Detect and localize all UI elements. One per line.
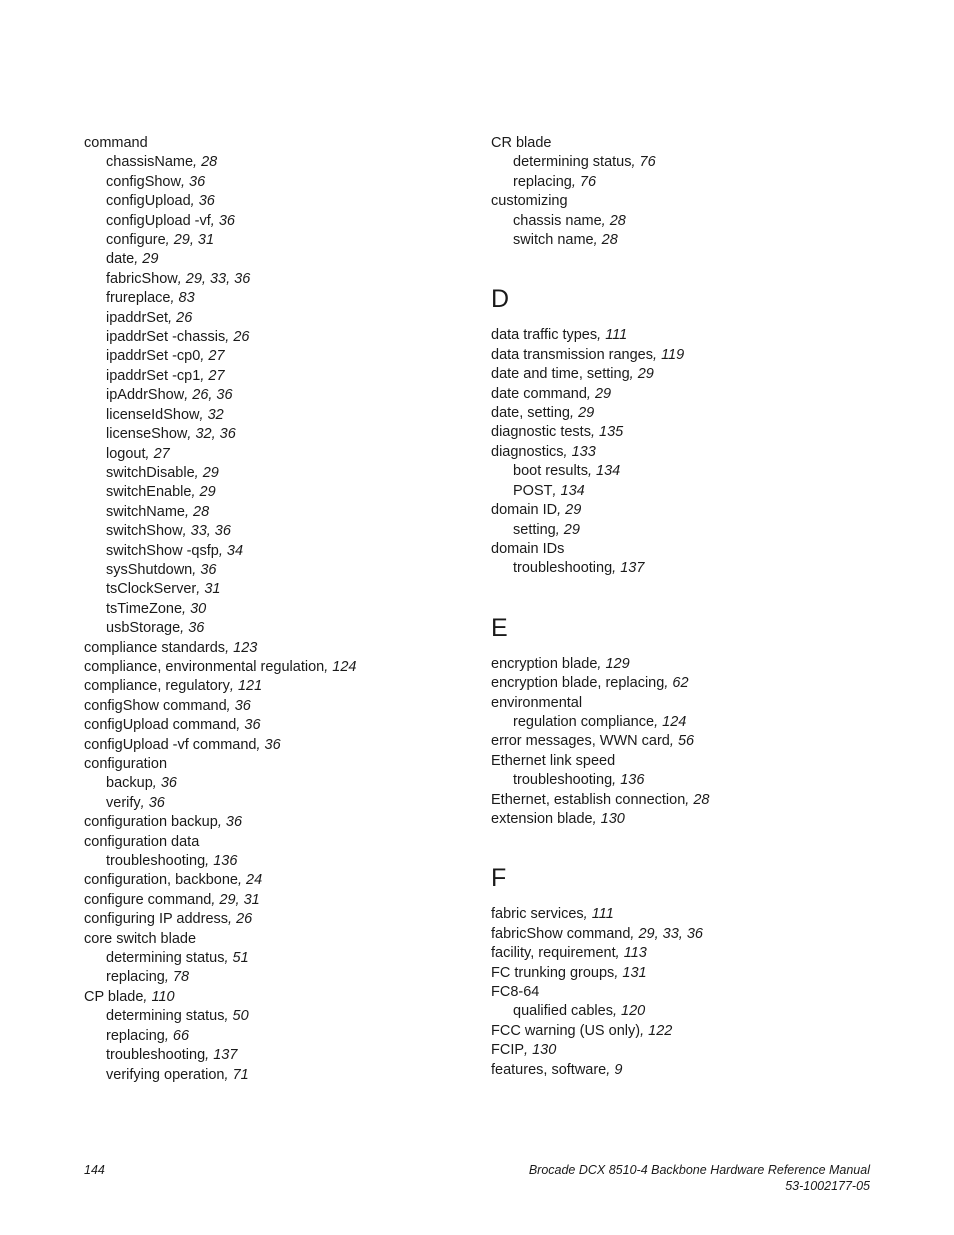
index-term: configUpload: [106, 193, 191, 210]
index-term: compliance standards: [84, 639, 226, 656]
index-entry: diagnostic tests, 135: [491, 424, 624, 441]
index-page-ref[interactable]: 134: [560, 482, 585, 499]
index-page-ref[interactable]: 34: [226, 542, 244, 559]
index-page-ref[interactable]: 133: [571, 443, 596, 460]
index-entry: facility, requirement, 113: [491, 945, 647, 962]
index-term: switchDisable: [106, 464, 195, 481]
index-page-ref[interactable]: 36: [218, 212, 235, 229]
index-page-ref[interactable]: 33, 36: [190, 523, 231, 540]
index-subentry: POST, 134: [513, 482, 585, 499]
index-entry: configUpload command, 36: [84, 717, 261, 734]
index-subentry: switchDisable, 29: [106, 464, 219, 481]
index-term: core switch blade: [84, 930, 197, 947]
index-subentry: determining status, 51: [106, 950, 249, 967]
index-subentry: configUpload -vf, 36: [106, 212, 235, 229]
index-term: tsClockServer: [106, 581, 197, 598]
index-term: sysShutdown: [106, 561, 193, 578]
index-subentry: determining status, 76: [513, 154, 656, 171]
index-page-ref[interactable]: 24: [246, 872, 263, 889]
index-entry: data transmission ranges, 119: [491, 346, 685, 363]
index-term: features, software: [491, 1061, 607, 1078]
index-subentry: boot results, 134: [513, 463, 621, 480]
index-term: troubleshooting: [513, 560, 613, 577]
index-term: ipaddrSet -cp0: [106, 348, 201, 365]
index-term: configUpload command: [84, 717, 237, 734]
index-page-ref[interactable]: 120: [621, 1003, 646, 1020]
index-entry: data traffic types, 111: [491, 327, 628, 344]
index-term: ipaddrSet -cp1: [106, 367, 201, 384]
index-page-ref[interactable]: 131: [622, 964, 647, 981]
index-subentry: frureplace, 83: [106, 290, 195, 307]
index-subentry: replacing, 76: [513, 173, 597, 190]
index-page-ref[interactable]: 27: [208, 348, 225, 365]
index-subentry: licenseIdShow, 32: [106, 406, 224, 423]
index-term: configure command: [84, 891, 212, 908]
index-page-ref[interactable]: 26: [236, 911, 253, 928]
index-subentry: regulation compliance, 124: [513, 713, 687, 730]
index-term: switchShow: [106, 523, 183, 540]
index-term: switchEnable: [106, 484, 192, 501]
index-page-ref[interactable]: 29: [637, 366, 654, 383]
index-page-ref[interactable]: 29, 33, 36: [638, 925, 703, 942]
index-entry: configShow command, 36: [84, 697, 251, 714]
index-term: chassis name: [513, 212, 602, 229]
index-subentry: troubleshooting, 136: [106, 853, 238, 870]
index-subentry: configShow, 36: [106, 173, 206, 190]
index-entry: [491, 694, 891, 713]
index-section-letter: E: [491, 613, 508, 642]
index-page-ref[interactable]: 32, 36: [195, 426, 236, 443]
index-subentry: switchShow, 33, 36: [106, 523, 231, 540]
index-term: diagnostic tests: [491, 424, 591, 441]
index-page-ref[interactable]: 26: [176, 309, 193, 326]
index-entry: configuration, backbone, 24: [84, 872, 263, 889]
index-page-ref[interactable]: 130: [600, 810, 625, 827]
index-term: extension blade: [491, 810, 593, 827]
index-page-ref[interactable]: 124: [662, 713, 687, 730]
index-page-ref[interactable]: 29, 33, 36: [185, 270, 251, 287]
index-page-ref[interactable]: 36: [264, 736, 281, 753]
index-entry: configuring IP address, 26: [84, 911, 253, 928]
index-term: configuring IP address: [84, 911, 229, 928]
index-term: environmental: [491, 694, 583, 711]
index-entry: domain ID, 29: [491, 502, 582, 519]
index-page-ref[interactable]: 29: [199, 484, 216, 501]
index-page-ref[interactable]: 36: [244, 717, 261, 734]
index-term: troubleshooting: [106, 853, 206, 870]
index-page-ref[interactable]: 9: [614, 1061, 623, 1078]
index-page-ref[interactable]: 31: [204, 581, 221, 598]
index-entry: fabric services, 111: [491, 906, 614, 923]
index-term: FC trunking groups: [491, 964, 615, 981]
index-subentry: licenseShow, 32, 36: [106, 426, 236, 443]
index-page-ref[interactable]: 36: [198, 193, 215, 210]
index-entry: FCC warning (US only), 122: [491, 1022, 673, 1039]
index-term: command: [84, 135, 148, 151]
index-subentry: determining status, 50: [106, 1008, 249, 1025]
index-page-ref[interactable]: 29, 31: [173, 232, 215, 249]
index-term: date and time, setting: [491, 366, 630, 383]
index-subentry: verify, 36: [106, 794, 165, 811]
index-entry: compliance, environmental regulation, 124: [84, 658, 357, 675]
index-subentry: ipaddrSet -chassis, 26: [106, 329, 250, 346]
index-page-ref[interactable]: 121: [237, 678, 263, 695]
index-term: date, setting: [491, 405, 570, 422]
index-subentry: backup, 36: [106, 775, 177, 792]
index-page-ref[interactable]: 137: [620, 560, 645, 577]
index-term: troubleshooting: [513, 772, 613, 789]
index-subentry: sysShutdown, 36: [106, 561, 217, 578]
index-entry: [491, 983, 891, 1002]
index-page-ref[interactable]: 110: [151, 988, 175, 1005]
index-entry: compliance, regulatory, 121: [84, 678, 263, 695]
index-page-ref[interactable]: 28: [601, 232, 618, 249]
index-term: replacing: [513, 173, 572, 190]
index-page-ref[interactable]: 28: [201, 154, 218, 171]
footer-manual-info: [529, 1162, 870, 1194]
index-term: ipaddrSet: [106, 309, 169, 326]
index-subentry: configure, 29, 31: [106, 232, 215, 249]
index-page-ref[interactable]: 137: [213, 1047, 238, 1064]
index-term: Ethernet link speed: [491, 752, 616, 769]
index-page-ref[interactable]: 76: [579, 173, 597, 190]
index-term: determining status: [513, 154, 632, 171]
index-term: FCIP: [491, 1042, 525, 1059]
index-term: fabric services: [491, 906, 584, 923]
index-term: switchName: [106, 503, 185, 520]
index-term: FCC warning (US only): [491, 1022, 641, 1039]
index-term: domain ID: [491, 502, 558, 519]
index-entry: encryption blade, replacing, 62: [491, 675, 689, 692]
index-subentry: logout, 27: [106, 445, 170, 462]
index-term: compliance, regulatory: [84, 678, 230, 695]
index-page-ref[interactable]: 124: [332, 658, 357, 675]
index-page-ref[interactable]: 27: [153, 445, 170, 462]
index-term: licenseShow: [106, 426, 188, 443]
index-subentry: setting, 29: [513, 521, 580, 538]
index-page-ref[interactable]: 27: [208, 367, 225, 384]
index-page-ref[interactable]: 26: [233, 329, 250, 346]
index-subentry: chassisName, 28: [106, 154, 218, 171]
index-term: data traffic types: [491, 327, 598, 344]
index-term: encryption blade, replacing: [491, 675, 665, 692]
index-subentry: troubleshooting, 137: [513, 560, 645, 577]
index-page-ref[interactable]: 123: [233, 639, 258, 656]
index-subentry: configUpload, 36: [106, 193, 215, 210]
page-number: 144: [84, 1163, 105, 1177]
index-term: configShow: [106, 173, 181, 190]
index-page-ref[interactable]: 136: [213, 853, 238, 870]
index-subentry: ipAddrShow, 26, 36: [106, 387, 233, 404]
index-term: verify: [106, 794, 141, 811]
index-term: compliance, environmental regulation: [84, 658, 325, 675]
index-page-ref[interactable]: 28: [609, 212, 626, 229]
index-term: configUpload -vf: [106, 212, 211, 229]
index-page-ref[interactable]: 36: [200, 561, 217, 578]
document-number: 53-1002177-05: [785, 1179, 870, 1193]
index-subentry: usbStorage, 36: [106, 620, 205, 637]
index-page-ref[interactable]: 29: [563, 521, 580, 538]
index-entry: [84, 755, 464, 774]
index-page-ref[interactable]: 36: [188, 620, 205, 637]
index-page-ref[interactable]: 29: [565, 502, 582, 519]
index-term: data transmission ranges: [491, 346, 653, 363]
index-term: determining status: [106, 1008, 225, 1025]
index-term: replacing: [106, 1027, 165, 1044]
index-page-ref[interactable]: 26, 36: [192, 387, 233, 404]
index-subentry: fabricShow, 29, 33, 36: [106, 270, 251, 287]
index-entry: [491, 540, 891, 559]
index-entry: fabricShow command, 29, 33, 36: [491, 925, 703, 942]
index-page-ref[interactable]: 130: [532, 1042, 557, 1059]
index-subentry: tsClockServer, 31: [106, 581, 221, 598]
index-subentry: replacing, 78: [106, 969, 190, 986]
index-subentry: troubleshooting, 136: [513, 772, 645, 789]
index-page-ref[interactable]: 36: [234, 697, 251, 714]
index-term: configShow command: [84, 697, 227, 714]
index-term: regulation compliance: [513, 713, 655, 730]
index-entry: [84, 930, 464, 949]
index-page-ref[interactable]: 56: [677, 733, 695, 750]
index-entry: features, software, 9: [491, 1061, 623, 1078]
index-term: ipaddrSet -chassis: [106, 329, 226, 346]
index-page-ref[interactable]: 134: [596, 463, 621, 480]
index-page-ref[interactable]: 36: [148, 794, 165, 811]
index-term: logout: [106, 445, 146, 462]
index-entry: configUpload -vf command, 36: [84, 736, 281, 753]
index-term: replacing: [106, 969, 165, 986]
index-term: Ethernet, establish connection: [491, 791, 686, 808]
index-entry: diagnostics, 133: [491, 443, 596, 460]
index-term: diagnostics: [491, 443, 564, 460]
index-entry: date, setting, 29: [491, 405, 595, 422]
index-page-ref[interactable]: 28: [693, 791, 710, 808]
index-subentry: chassis name, 28: [513, 212, 626, 229]
index-term: fabricShow command: [491, 925, 631, 942]
index-entry: date and time, setting, 29: [491, 366, 654, 383]
index-term: frureplace: [106, 290, 171, 307]
index-term: date command: [491, 385, 587, 402]
index-term: customizing: [491, 193, 568, 210]
index-entry: FCIP, 130: [491, 1042, 557, 1059]
index-page-ref[interactable]: 62: [672, 675, 689, 692]
index-page-ref[interactable]: 135: [599, 424, 624, 441]
index-page-ref[interactable]: 136: [620, 772, 645, 789]
index-page-ref[interactable]: 36: [225, 814, 243, 831]
index-subentry: ipaddrSet -cp1, 27: [106, 367, 225, 384]
index-page-ref[interactable]: 83: [178, 290, 195, 307]
index-subentry: qualified cables, 120: [513, 1003, 646, 1020]
index-page-ref[interactable]: 113: [623, 945, 647, 962]
index-term: configuration data: [84, 833, 200, 850]
index-entry: [491, 752, 891, 771]
index-term: domain IDs: [491, 540, 565, 557]
index-term: configure: [106, 232, 166, 249]
index-page-ref[interactable]: 50: [232, 1008, 249, 1025]
index-term: date: [106, 251, 135, 268]
manual-title: Brocade DCX 8510-4 Backbone Hardware Reference Manual: [528, 1163, 870, 1177]
index-page-ref[interactable]: 30: [190, 600, 207, 617]
index-term: chassisName: [106, 154, 194, 171]
index-entry: configure command, 29, 31: [84, 891, 260, 908]
index-entry: configuration backup, 36: [84, 814, 243, 831]
index-term: backup: [106, 775, 153, 792]
index-page-ref[interactable]: 66: [172, 1027, 190, 1044]
index-subentry: switchEnable, 29: [106, 484, 216, 501]
index-page-ref[interactable]: 29, 31: [219, 891, 260, 908]
index-page-ref[interactable]: 51: [232, 950, 249, 967]
index-term: tsTimeZone: [106, 600, 183, 617]
index-section-letter: D: [491, 285, 510, 314]
index-page-ref[interactable]: 29: [594, 385, 612, 402]
index-subentry: verifying operation, 71: [106, 1066, 249, 1083]
index-term: qualified cables: [513, 1003, 613, 1020]
index-page-ref[interactable]: 71: [232, 1066, 249, 1083]
index-page-ref[interactable]: 28: [193, 503, 210, 520]
index-page-ref[interactable]: 78: [172, 969, 190, 986]
index-entry: FC trunking groups, 131: [491, 964, 647, 981]
index-term: switch name: [513, 232, 594, 249]
index-section-letter: F: [491, 864, 507, 893]
index-page-ref[interactable]: 36: [160, 775, 177, 792]
index-entry: extension blade, 130: [491, 810, 625, 827]
index-page-ref[interactable]: 29: [142, 251, 159, 268]
index-entry: encryption blade, 129: [491, 655, 630, 672]
index-entry: [491, 134, 891, 153]
index-term: troubleshooting: [106, 1047, 206, 1064]
index-term: verifying operation: [106, 1066, 225, 1083]
index-term: configuration, backbone: [84, 872, 238, 889]
index-term: CP blade: [84, 988, 144, 1005]
index-page-ref[interactable]: 119: [661, 346, 685, 363]
index-subentry: tsTimeZone, 30: [106, 600, 207, 617]
index-page-ref[interactable]: 29: [202, 464, 219, 481]
index-term: fabricShow: [106, 270, 178, 287]
index-page-ref[interactable]: 76: [639, 154, 656, 171]
index-entry: Ethernet, establish connection, 28: [491, 791, 710, 808]
index-term: configuration backup: [84, 814, 218, 831]
index-term: error messages, WWN card: [491, 733, 670, 750]
index-page-ref[interactable]: 36: [189, 173, 206, 190]
index-page-ref[interactable]: 122: [648, 1022, 673, 1039]
index-entry: date command, 29: [491, 385, 612, 402]
index-subentry: switchShow -qsfp, 34: [106, 542, 244, 559]
index-page-ref[interactable]: 111: [605, 327, 628, 344]
index-term: configuration: [84, 756, 168, 772]
index-term: encryption blade: [491, 655, 598, 672]
index-subentry: ipaddrSet -cp0, 27: [106, 348, 225, 365]
index-subentry: switch name, 28: [513, 232, 618, 249]
index-term: licenseIdShow: [106, 406, 200, 423]
index-entry: [491, 192, 891, 211]
index-entry: error messages, WWN card, 56: [491, 733, 695, 750]
index-page-ref[interactable]: 129: [605, 655, 630, 672]
index-term: switchShow -qsfp: [106, 542, 219, 559]
index-subentry: date, 29: [106, 251, 159, 268]
index-page-ref[interactable]: 111: [591, 906, 614, 923]
index-subentry: replacing, 66: [106, 1027, 190, 1044]
index-term: facility, requirement: [491, 945, 616, 962]
index-term: setting: [513, 521, 556, 538]
index-entry: [84, 833, 464, 852]
index-column-right: [491, 134, 891, 1080]
index-page-ref[interactable]: 29: [578, 405, 595, 422]
index-term: POST: [513, 482, 553, 499]
index-entry: CP blade, 110: [84, 988, 175, 1005]
index-term: configUpload -vf command: [84, 736, 257, 753]
index-subentry: ipaddrSet, 26: [106, 309, 193, 326]
index-term: FC8-64: [491, 984, 540, 1000]
index-entry: compliance standards, 123: [84, 639, 258, 656]
index-subentry: troubleshooting, 137: [106, 1047, 238, 1064]
index-subentry: switchName, 28: [106, 503, 210, 520]
index-term: usbStorage: [106, 620, 181, 637]
index-term: CR blade: [491, 135, 552, 151]
index-term: determining status: [106, 950, 225, 967]
index-entry: [84, 134, 464, 153]
index-column-left: [84, 134, 464, 1085]
index-term: boot results: [513, 463, 588, 480]
index-page-ref[interactable]: 32: [207, 406, 224, 423]
index-term: ipAddrShow: [106, 387, 185, 404]
